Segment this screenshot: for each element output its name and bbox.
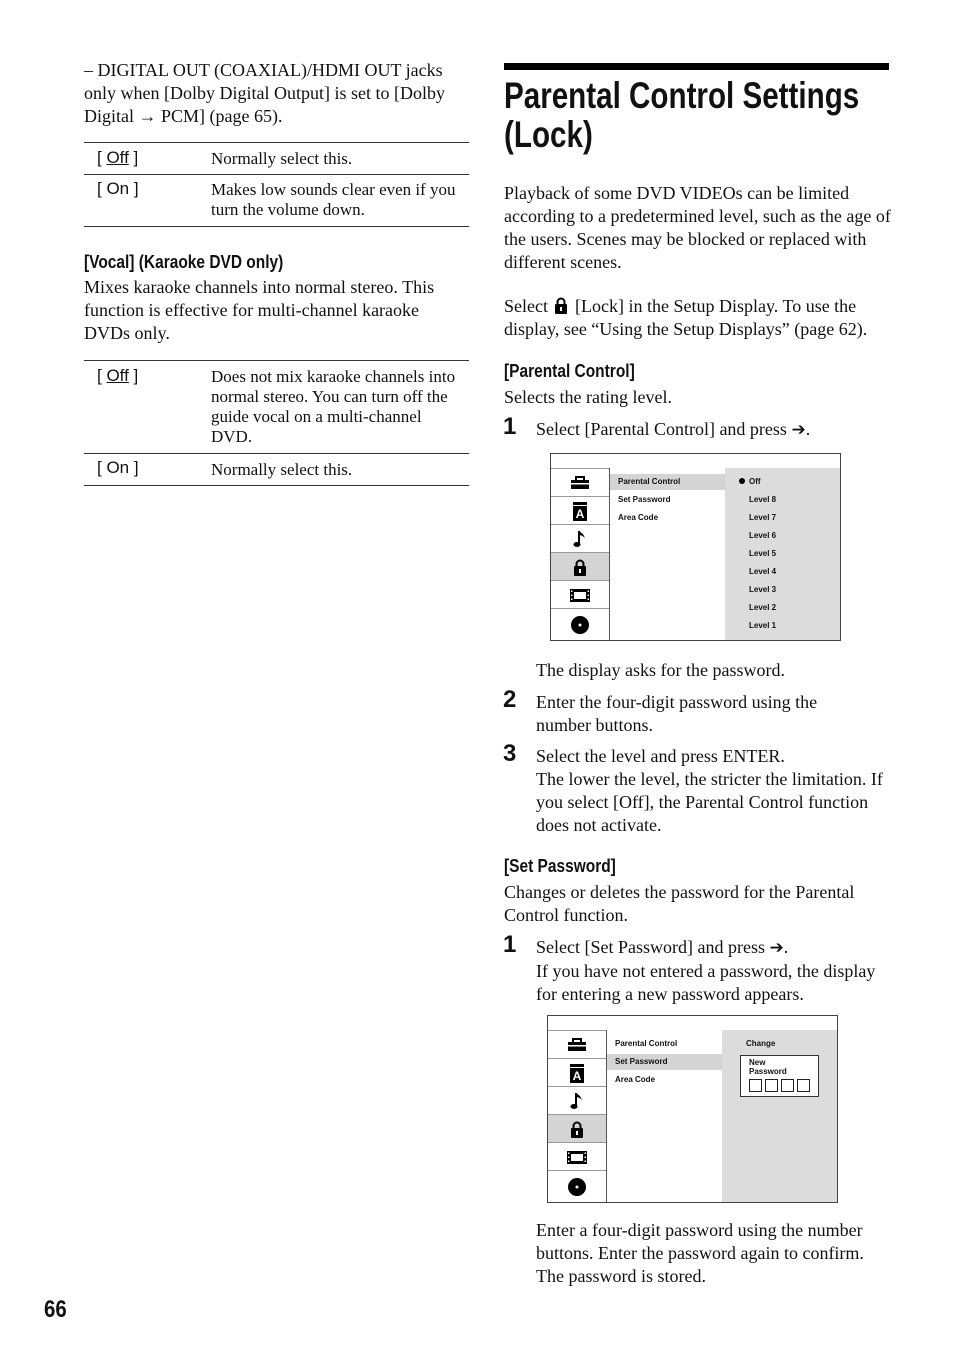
level-option[interactable]: Level 6 bbox=[749, 531, 777, 540]
parental-control-screen bbox=[550, 453, 841, 641]
svg-text:A: A bbox=[575, 506, 585, 521]
step-detail: If you have not entered a password, the display for entering a new password appears. bbox=[536, 961, 876, 1004]
level-option[interactable]: Level 8 bbox=[749, 495, 777, 504]
step-text: Enter the four-digit password using the number buttons. bbox=[536, 692, 818, 735]
disc-icon[interactable] bbox=[548, 1170, 606, 1202]
menu-item-parental-control[interactable]: Parental Control bbox=[615, 1039, 678, 1048]
set-password-screen bbox=[547, 1015, 838, 1203]
music-note-icon[interactable] bbox=[548, 1086, 606, 1115]
screen-top-bar bbox=[548, 1016, 837, 1030]
table-row bbox=[84, 174, 469, 227]
right-arrow-icon: ➔ bbox=[791, 420, 806, 440]
parental-control-description: Selects the rating level. bbox=[504, 387, 672, 407]
right-arrow-icon: ➔ bbox=[769, 938, 784, 958]
title-rule bbox=[504, 63, 889, 70]
lock-icon[interactable] bbox=[551, 552, 609, 581]
menu-item-area-code[interactable]: Area Code bbox=[615, 1075, 656, 1084]
menu-item-set-password[interactable]: Set Password bbox=[618, 495, 671, 504]
film-icon[interactable] bbox=[551, 580, 609, 609]
level-option-off[interactable]: Off bbox=[739, 476, 761, 488]
table-row bbox=[84, 142, 469, 175]
language-icon[interactable] bbox=[548, 1058, 606, 1087]
step-number: 1 bbox=[503, 931, 517, 958]
level-option[interactable]: Level 3 bbox=[749, 585, 777, 594]
set-password-heading: [Set Password] bbox=[504, 856, 616, 876]
disc-icon[interactable] bbox=[551, 608, 609, 640]
option-key: [ Off ] bbox=[97, 366, 139, 385]
option-description: Normally select this. bbox=[211, 460, 353, 479]
new-password-label: New Password bbox=[749, 1058, 787, 1076]
option-key: [ Off ] bbox=[97, 148, 139, 167]
password-digit-fields[interactable] bbox=[749, 1079, 813, 1097]
vocal-heading: [Vocal] (Karaoke DVD only) bbox=[84, 252, 284, 272]
table-row bbox=[84, 360, 469, 454]
step-number: 2 bbox=[503, 686, 517, 713]
step-detail: The lower the level, the stricter the limitation. If you select [Off], the Parental Control function does not activate. bbox=[536, 769, 883, 835]
step-number: 1 bbox=[503, 413, 517, 440]
option-description: Makes low sounds clear even if you turn the volume down. bbox=[211, 180, 456, 219]
set-password-description: Changes or deletes the password for the Parental Control function. bbox=[504, 882, 855, 925]
film-icon[interactable] bbox=[548, 1142, 606, 1171]
setting-menu bbox=[610, 468, 725, 640]
tone-options-table bbox=[84, 142, 469, 227]
step-text: Select the level and press ENTER. The lower the level, the stricter the limitation. If you select [Off], the Parental Control function does not activate. bbox=[536, 745, 896, 837]
selected-dot-icon bbox=[739, 478, 745, 484]
music-note-icon[interactable] bbox=[551, 524, 609, 553]
level-list bbox=[725, 468, 840, 640]
vocal-options-table bbox=[84, 360, 469, 486]
level-option[interactable]: Level 2 bbox=[749, 603, 777, 612]
step-text: Select [Set Password] and press ➔. If you have not entered a password, the display for entering a new password appears. bbox=[536, 936, 896, 1006]
option-key: [ On ] bbox=[97, 458, 139, 477]
intro-paragraph: Playback of some DVD VIDEOs can be limited according to a predetermined level, such as the age of the users. Scenes may be blocked or replaced with different scenes. bbox=[504, 183, 891, 272]
setup-icon-column bbox=[548, 1030, 607, 1202]
lock-icon[interactable] bbox=[548, 1114, 606, 1143]
password-digit[interactable] bbox=[781, 1079, 794, 1092]
page-number: 66 bbox=[44, 1296, 67, 1323]
page-title: Parental Control Settings (Lock) bbox=[504, 75, 860, 155]
setting-menu bbox=[607, 1030, 722, 1202]
vocal-description: Mixes karaoke channels into normal stereo. This function is effective for multi-channel karaoke DVDs only. bbox=[84, 277, 435, 343]
password-prompt-note: The display asks for the password. bbox=[536, 660, 785, 680]
table-row bbox=[84, 453, 469, 486]
dolby-note: – DIGITAL OUT (COAXIAL)/HDMI OUT jacks only when [Dolby Digital Output] is set to [Dolby Digital → PCM] (page 65). bbox=[84, 60, 445, 126]
toolbox-icon[interactable] bbox=[551, 468, 609, 497]
menu-item-set-password[interactable]: Set Password bbox=[607, 1054, 722, 1070]
option-key: [ On ] bbox=[97, 179, 139, 198]
level-option[interactable]: Level 1 bbox=[749, 621, 777, 630]
step-number: 3 bbox=[503, 740, 517, 767]
level-option[interactable]: Level 5 bbox=[749, 549, 777, 558]
step-text: Select [Parental Control] and press ➔. bbox=[536, 419, 811, 440]
lock-icon bbox=[554, 297, 568, 314]
password-stored-note: Enter a four-digit password using the number buttons. Enter the password again to confirm. The password is stored. bbox=[536, 1220, 864, 1286]
password-panel bbox=[722, 1030, 837, 1202]
password-digit[interactable] bbox=[765, 1079, 778, 1092]
parental-control-heading: [Parental Control] bbox=[504, 361, 635, 381]
svg-text:A: A bbox=[572, 1068, 582, 1083]
select-lock-paragraph: Select [Lock] in the Setup Display. To use the display, see “Using the Setup Displays” (page 62). bbox=[504, 296, 868, 339]
menu-item-area-code[interactable]: Area Code bbox=[618, 513, 659, 522]
option-description: Normally select this. bbox=[211, 149, 353, 168]
password-digit[interactable] bbox=[797, 1079, 810, 1092]
level-option[interactable]: Level 4 bbox=[749, 567, 777, 576]
toolbox-icon[interactable] bbox=[548, 1030, 606, 1059]
menu-item-parental-control[interactable]: Parental Control bbox=[610, 474, 725, 490]
screen-top-bar bbox=[551, 454, 840, 468]
password-digit[interactable] bbox=[749, 1079, 762, 1092]
setup-icon-column bbox=[551, 468, 610, 640]
new-password-box[interactable] bbox=[740, 1055, 819, 1097]
level-option[interactable]: Level 7 bbox=[749, 513, 777, 522]
option-description: Does not mix karaoke channels into normal stereo. You can turn off the guide vocal on a multi-channel DVD. bbox=[211, 367, 456, 446]
change-label: Change bbox=[746, 1039, 776, 1048]
language-icon[interactable] bbox=[551, 496, 609, 525]
